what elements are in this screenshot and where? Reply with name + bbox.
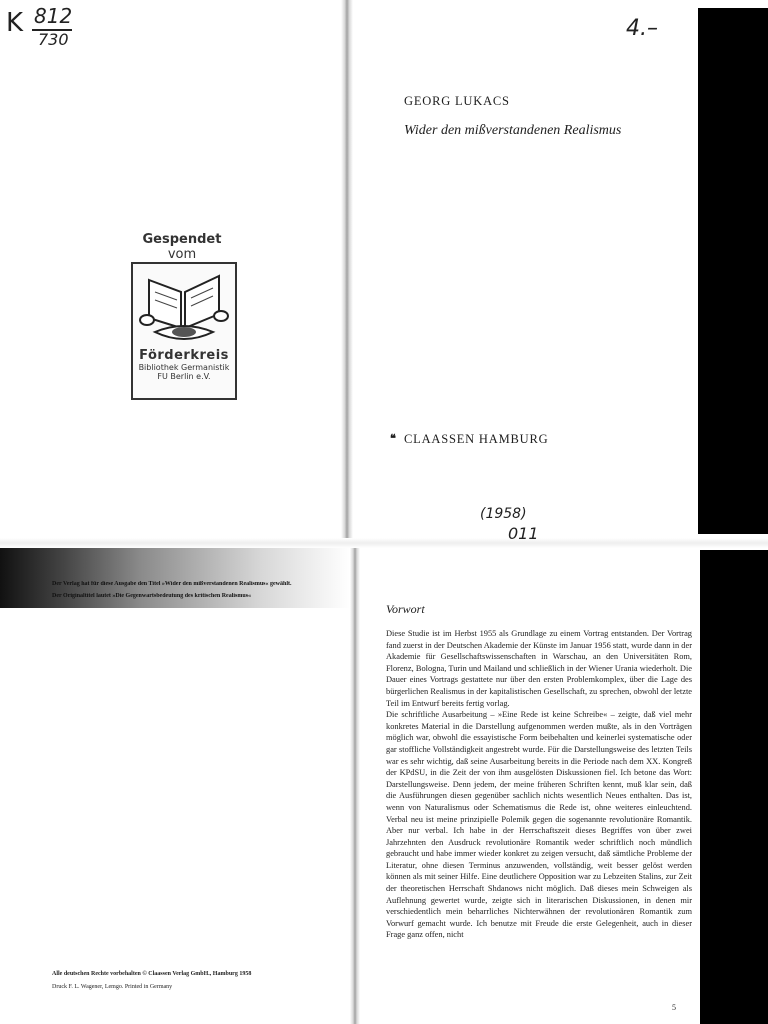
stamp-line1: Gespendet xyxy=(142,232,222,247)
imprint-printer: Druck F. L. Wagener, Lemgo. Printed in Germany xyxy=(52,984,173,990)
publisher-name: CLAASSEN HAMBURG xyxy=(404,432,549,446)
foreword-paragraph: Die schriftliche Ausarbeitung – »Eine Rede ist keine Schreibe« – zeigte, daß viel mehr konkretes Material in die Darstellung aufgenommen werden mußte, als in den Vorträgen möglich war, obwohl die essayistische Form beibehalten und keinerlei systematische oder gar stoffliche Vollständigkeit angestrebt wurde. Für die Darstellungsweise des letzten Teils war es sehr wichtig, daß seine Ausarbeitung bereits in die Periode nach dem XX. Kongreß der KPdSU, in die Zeit der von ihm ausgelösten Diskussionen fiel. Ich betone das Wort: Darstellungsweise. Denn jedem, der meine früheren Schriften kennt, muß klar sein, daß die Ausführungen diesen gegenüber sachlich nichts wesentlich Neues enthalten. Das ist, wenn von Naturalismus oder Schematismus die Rede ist, ohne weiteres einleuchtend. Verbal neu ist meine prinzipielle Polemik gegen die sogenannte revolutionäre Romantik. Aber nur verbal. Ich habe in der Herrschaftszeit dieses Begriffes von über zwei Jahrzehnten den Ausdruck revolutionäre Romantik weder schriftlich noch mündlich gebraucht und habe immer wieder konkret zu zeigen versucht, daß sämtliche Probleme der Literatur, ohne diesen Terminus anzuwenden, vollständig, weit besser gelöst werden können als mit seiner Hilfe. Eine deutlichere Opposition war zu Lebzeiten Stalins, zur Zeit der theoretischen Herrschaft Shdanows nicht möglich. Daß dieses mein Schweigen als Auflehnung gewertet wurde, zeigte sich in literarischen Diskussionen, in denen mir verschiedentlich mein beharrliches Nichterwähnen der revolutionären Romantik zum Vorwurf gemacht wurde. Ich benutze mit Freude die erste Gelegenheit, auch in dieser Frage ganz offen, nicht xyxy=(386,710,692,940)
code-note: 011 xyxy=(508,524,539,543)
shelf-mark-sub: 730 xyxy=(38,30,69,49)
scan-spine-top xyxy=(341,0,353,540)
foreword-paragraph: Diese Studie ist im Herbst 1955 als Grundlage zu einem Vortrag entstanden. Der Vortrag fand zuerst in der Deutschen Akademie der Künste im Januar 1956 statt, wurde dann in der Akademie für Gesellschaftswissenschaften in Warschau, an den Universitäten Rom, Florenz, Bologna, Turin und Mailand und schließlich in der Wiener Urania wiederholt. Die Dauer eines Vortrags gestattete nur über den ersten Problemkomplex, über die Lage des bürgerlichen Realismus in der kapitalistischen Gesellschaft, zu sprechen, obwohl der letzte Teil im Entwurf bereits fertig vorlag. xyxy=(386,629,692,708)
donation-stamp xyxy=(131,262,237,400)
title-author: GEORG LUKACS xyxy=(404,94,510,108)
scan-divider xyxy=(0,538,768,548)
publisher-mark-icon: ❝ xyxy=(390,433,396,445)
scan-edge-bottom-right xyxy=(700,550,768,1024)
imprint-note-2: Der Originaltitel lautet »Die Gegenwartsbedeutung des kritischen Realismus« xyxy=(52,593,252,599)
imprint-rights: Alle deutschen Rechte vorbehalten © Claassen Verlag GmbH., Hamburg 1958 xyxy=(52,971,252,977)
year-note: (1958) xyxy=(480,506,527,522)
top-right-mark: 4.– xyxy=(626,16,658,41)
title-main: Wider den mißverstandenen Realismus xyxy=(404,123,622,138)
foreword-body xyxy=(386,628,692,941)
scan-edge-top-right xyxy=(698,8,768,534)
imprint-note-1: Der Verlag hat für diese Ausgabe den Titel »Wider den mißverstandenen Realismus« gewählt. xyxy=(52,581,292,587)
reading-figure-icon xyxy=(135,266,233,348)
stamp-sub2: FU Berlin e.V. xyxy=(157,372,211,381)
stamp-sub1: Bibliothek Germanistik xyxy=(138,363,230,372)
stamp-org: Förderkreis xyxy=(139,348,229,363)
scan-spine-bottom xyxy=(350,548,360,1024)
foreword-heading: Vorwort xyxy=(386,602,425,616)
stamp-line2: vom xyxy=(167,247,197,262)
scan-shadow-left-page xyxy=(0,548,350,608)
shelf-mark-number: 812 xyxy=(34,4,73,28)
shelf-mark-letter: K xyxy=(6,8,24,38)
page-number: 5 xyxy=(672,1003,676,1012)
